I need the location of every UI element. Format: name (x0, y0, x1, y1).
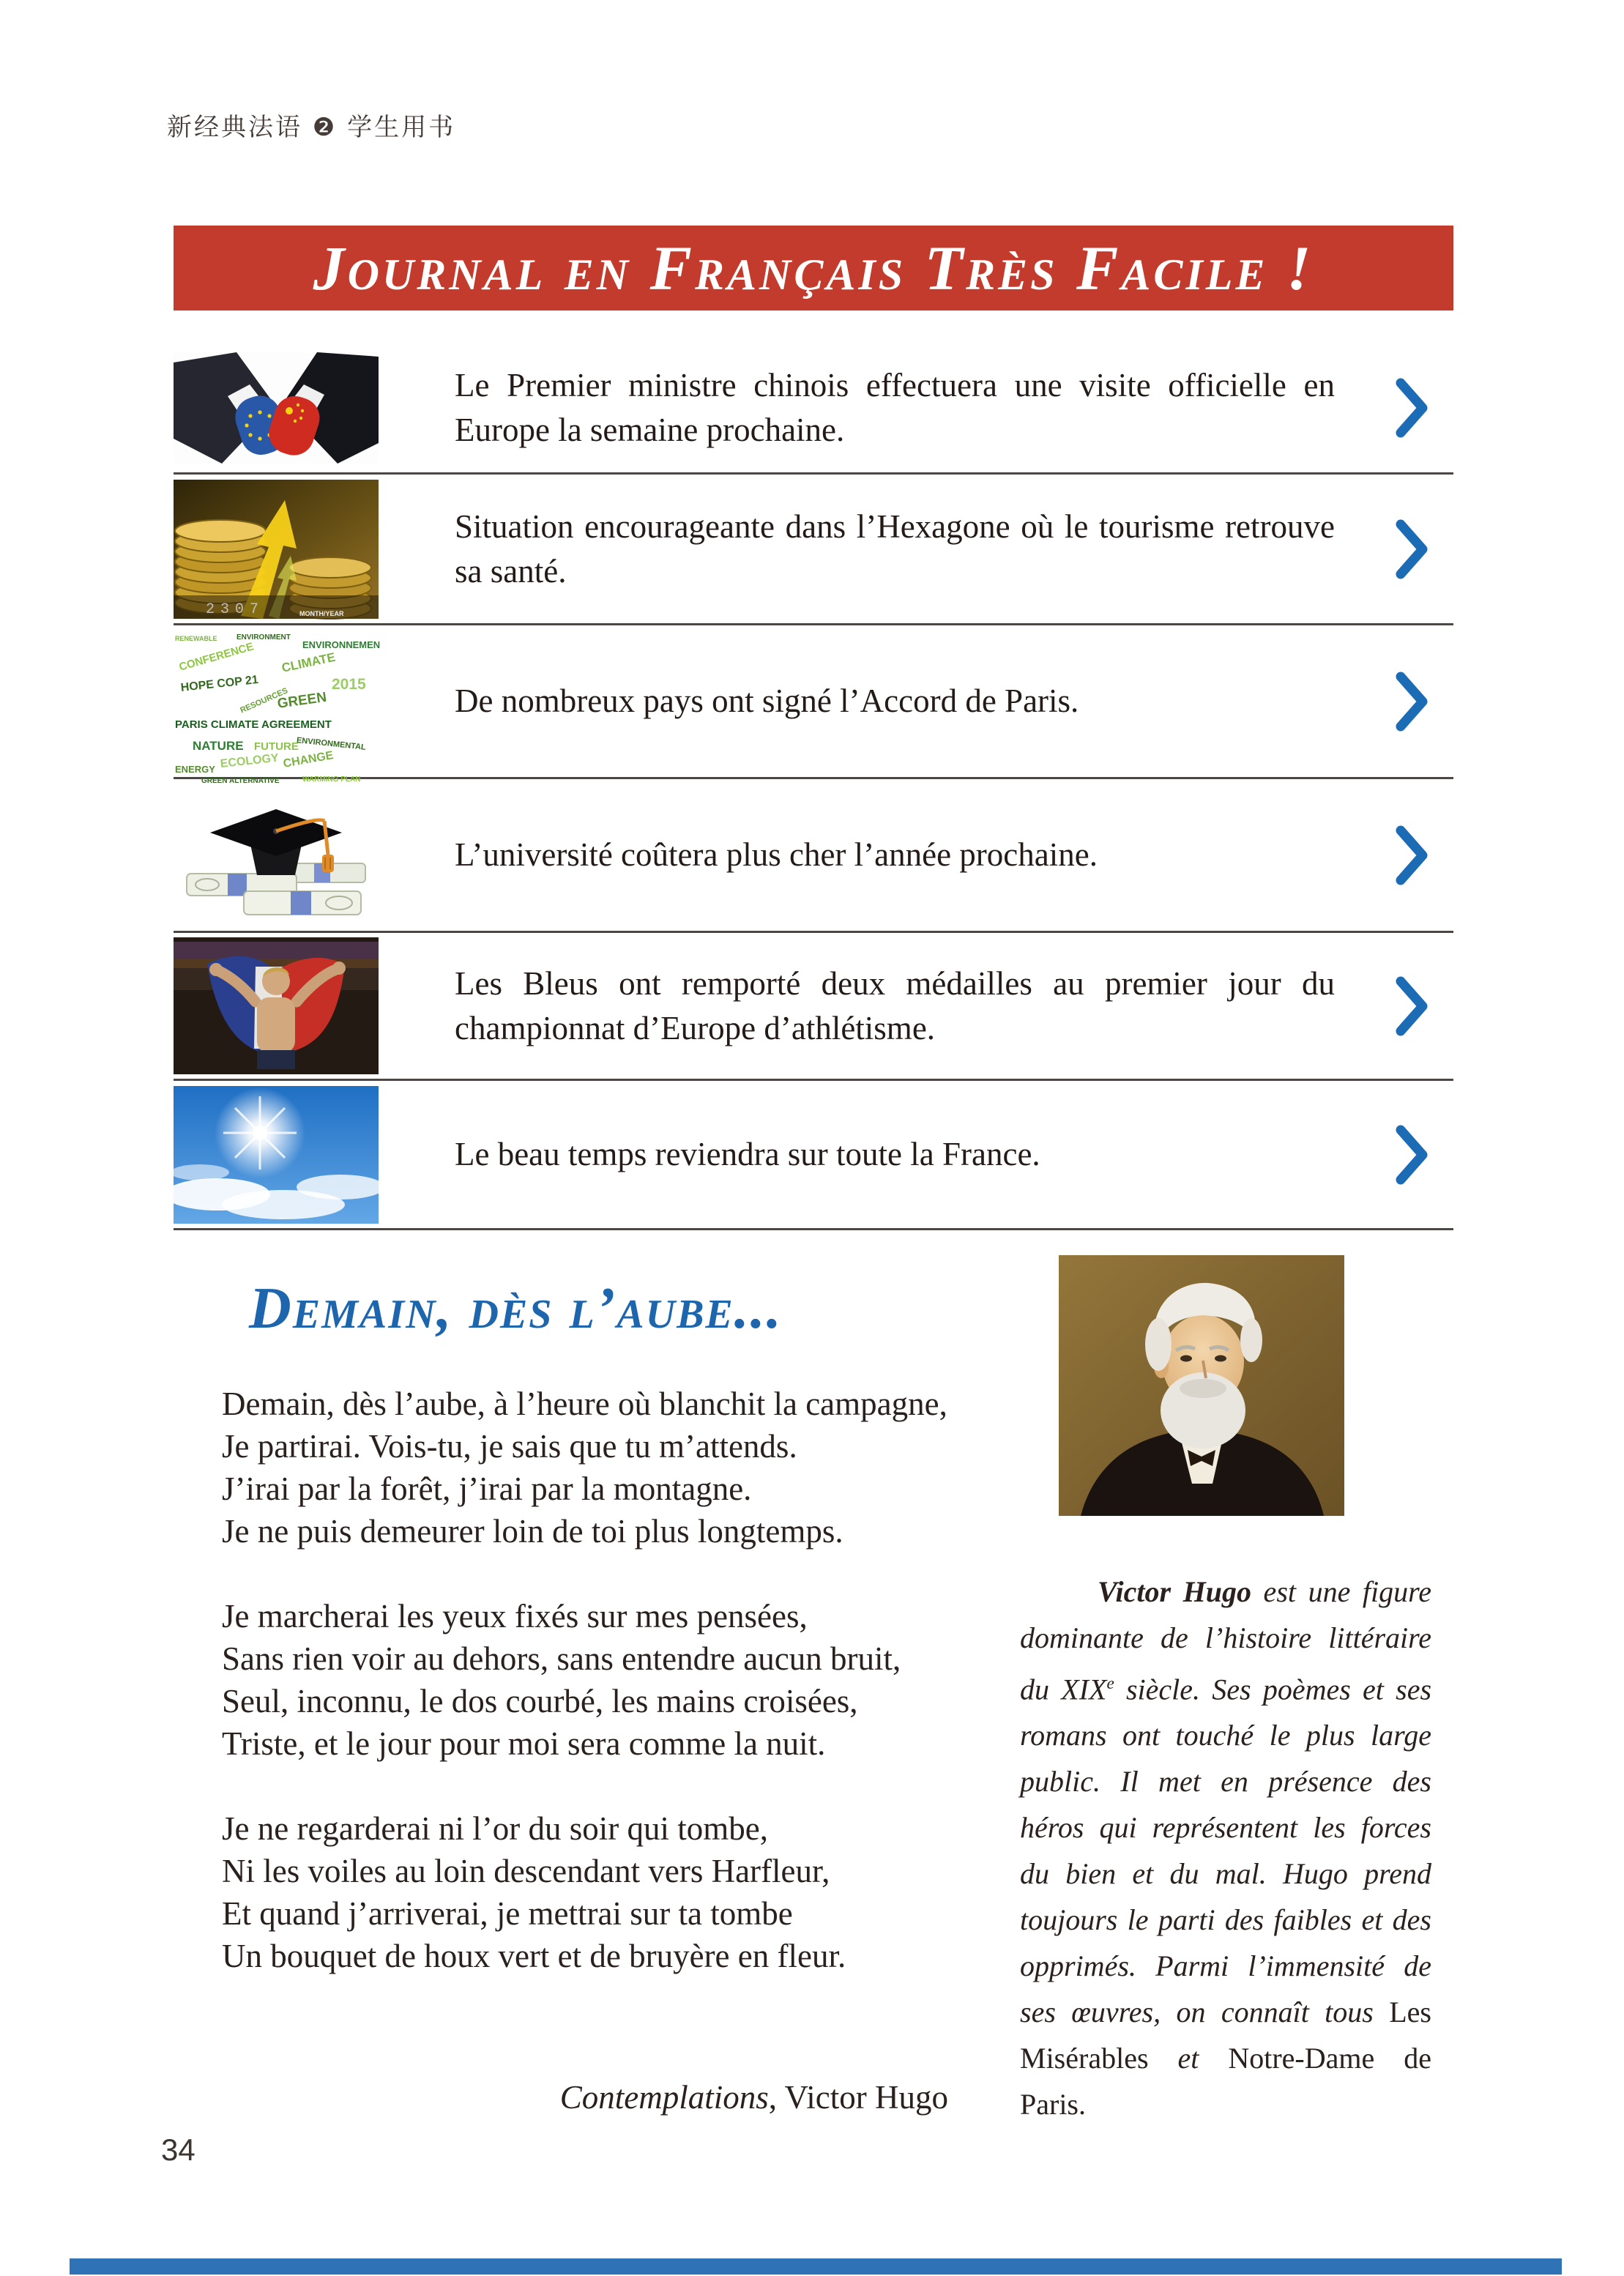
wordcloud-word: ENVIRONMENT (236, 633, 291, 641)
athlete-french-flag-image (174, 937, 379, 1074)
svg-text:2307: 2307 (206, 600, 265, 618)
poem-line: Je marcherai les yeux fixés sur mes pensées, (222, 1598, 808, 1635)
poem-stanza (222, 1807, 947, 1977)
news-headline: Situation encourageante dans l’Hexagone où le tourisme retrouve sa santé. (455, 507, 1335, 590)
poem-section-title: Demain, dès l’aube... (249, 1276, 783, 1341)
svg-text:MONTH/YEAR: MONTH/YEAR (299, 609, 344, 617)
book-header: 新经典法语 ❷ 学生用书 (167, 113, 456, 142)
poem-line: Je partirai. Vois-tu, je sais que tu m’attends. (222, 1428, 797, 1465)
news-headline: Les Bleus ont remporté deux médailles au premier jour du championnat d’Europe d’athlétisme. (455, 964, 1335, 1046)
victor-hugo-portrait (1059, 1255, 1344, 1516)
poem-line: Un bouquet de houx vert et de bruyère en fleur. (222, 1938, 846, 1974)
poem-stanza (222, 1595, 947, 1765)
wordcloud-word: GREEN (276, 689, 328, 712)
news-headline: Le beau temps reviendra sur toute la France. (455, 1136, 1040, 1172)
bio-work-notre-dame: Notre-Dame de Paris. (1020, 2042, 1431, 2121)
bio-text: siècle. Ses poèmes et ses romans ont touché le plus large public. Il met en présence des héros qui représentent les forces du bien et du mal. Hugo prend toujours le parti des faibles et des opprimés. Parmi l’immensité de ses œuvres, on connaît tous (1020, 1673, 1432, 2029)
climate-word-cloud-image (174, 630, 381, 785)
wordcloud-word: CONFERENCE (177, 639, 256, 674)
chevron-right-icon (1395, 825, 1430, 886)
bio-work-les-miserables: Les Misérables (1020, 1996, 1431, 2075)
poem-author: , Victor Hugo (768, 2079, 948, 2116)
wordcloud-word: ENVIRONMENTAL (296, 735, 367, 752)
poem-attribution (222, 2078, 948, 2116)
news-item[interactable] (174, 343, 1453, 475)
gold-coins-growth-image (174, 480, 379, 619)
news-item[interactable] (174, 1081, 1453, 1230)
news-item[interactable] (174, 475, 1453, 625)
wordcloud-word: PARIS CLIMATE AGREEMENT (175, 718, 332, 731)
poem-line: Seul, inconnu, le dos courbé, les mains croisées, (222, 1683, 858, 1719)
bio-text: est une figure dominante de l’histoire littéraire du XIX (1020, 1575, 1431, 1706)
climate-word-cloud (174, 630, 381, 785)
eu-china-handshake-image (174, 352, 379, 464)
poem-work-title: Contemplations (559, 2079, 769, 2116)
chevron-right-icon (1395, 377, 1430, 439)
news-headline: L’université coûtera plus cher l’année prochaine. (455, 836, 1098, 873)
page-number: 34 (161, 2132, 195, 2167)
wordcloud-word: NATURE (193, 738, 244, 753)
poem-line: Et quand j’arriverai, je mettrai sur ta tombe (222, 1895, 793, 1932)
sunny-sky-image (174, 1086, 379, 1224)
wordcloud-word: CLIMATE (280, 650, 337, 675)
chevron-right-icon (1395, 1124, 1430, 1186)
news-headline: De nombreux pays ont signé l’Accord de Paris. (455, 683, 1079, 719)
bio-author-name: Victor Hugo (1098, 1575, 1251, 1608)
news-link-chevron[interactable] (1371, 671, 1453, 732)
poem-line: Ni les voiles au loin descendant vers Harfleur, (222, 1853, 830, 1889)
bio-text: et (1148, 2042, 1229, 2075)
news-item[interactable] (174, 625, 1453, 785)
news-link-chevron[interactable] (1371, 518, 1453, 580)
poem-text (222, 1383, 947, 2020)
poem-line: Je ne regarderai ni l’or du soir qui tombe, (222, 1810, 769, 1847)
footer-bar (70, 2258, 1562, 2275)
wordcloud-word: ENERGY (175, 763, 215, 775)
news-link-chevron[interactable] (1371, 377, 1453, 439)
graduation-cap-money-image (174, 787, 379, 923)
news-headline: Le Premier ministre chinois effectuera une visite officielle en Europe la semaine prochaine. (455, 366, 1335, 448)
chevron-right-icon (1395, 518, 1430, 580)
poem-line: Triste, et le jour pour moi sera comme la nuit. (222, 1725, 826, 1762)
poem-stanza (222, 1383, 947, 1552)
wordcloud-word: RESOURCES (239, 685, 289, 715)
wordcloud-word: 2015 (332, 675, 366, 693)
poem-line: Demain, dès l’aube, à l’heure où blanchit la campagne, (222, 1386, 947, 1422)
chevron-right-icon (1395, 975, 1430, 1037)
wordcloud-word: RENEWABLE (175, 634, 217, 642)
wordcloud-word: FUTURE (254, 740, 299, 753)
poem-line: Je ne puis demeurer loin de toi plus longtemps. (222, 1513, 843, 1550)
wordcloud-word: ENVIRONNEMEN (302, 639, 381, 650)
chevron-right-icon (1395, 671, 1430, 732)
poem-line: Sans rien voir au dehors, sans entendre aucun bruit, (222, 1640, 901, 1677)
wordcloud-word: WARMING PLAN (302, 775, 361, 784)
poem-line: J’irai par la forêt, j’irai par la montagne. (222, 1470, 752, 1507)
news-link-chevron[interactable] (1371, 975, 1453, 1037)
wordcloud-word: HOPE COP 21 (180, 673, 259, 694)
news-item[interactable] (174, 933, 1453, 1081)
news-link-chevron[interactable] (1371, 1124, 1453, 1186)
bio-paragraph (1020, 1569, 1431, 2127)
news-link-chevron[interactable] (1371, 825, 1453, 886)
journal-banner (174, 226, 1453, 310)
journal-banner-title: Journal en Français Très Facile ! (313, 233, 1314, 303)
wordcloud-word: CHANGE (282, 748, 335, 770)
wordcloud-word: GREEN ALTERNATIVE (201, 776, 280, 785)
wordcloud-word: ECOLOGY (220, 751, 280, 770)
bio-superscript: e (1106, 1674, 1114, 1693)
news-item[interactable] (174, 776, 1453, 933)
